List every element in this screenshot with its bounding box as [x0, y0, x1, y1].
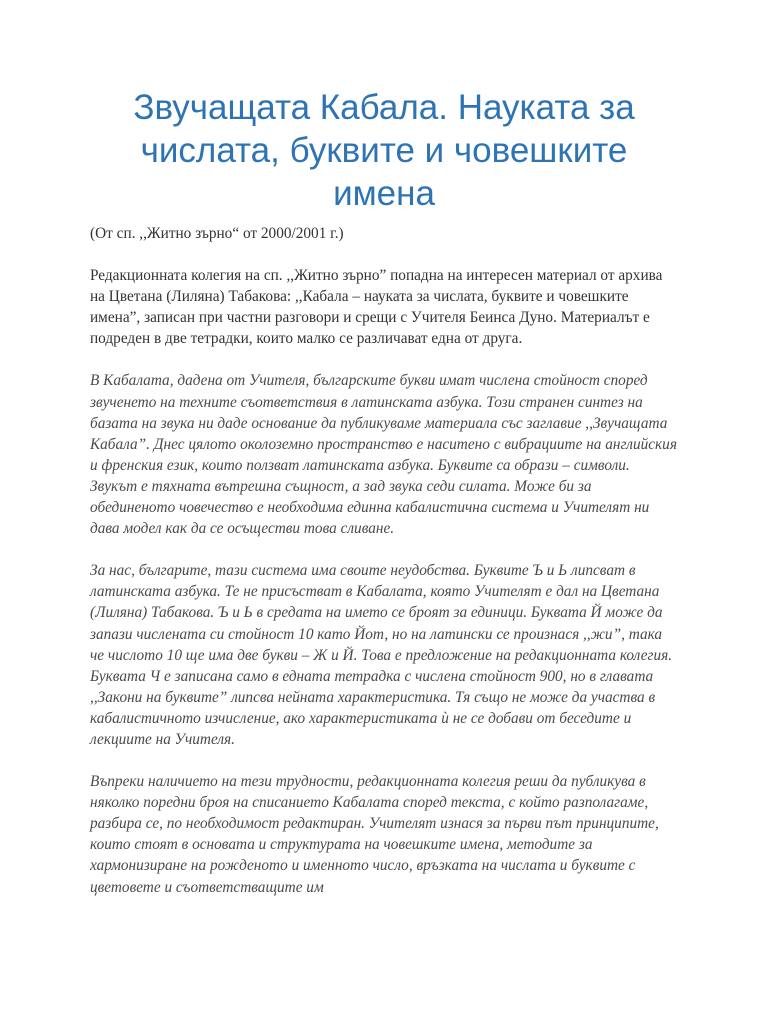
paragraph-intro: Редакционната колегия на сп. ,,Житно зърно” попадна на интересен материал от архива на Цветана (Лиляна) Табакова: ,,Кабала – науката за числата, буквите и човешките имена”, записан при частни разговори и срещи с Учителя Беинса Дуно. Материалът е подреден в две тетрадки, които малко се различават една от друга.: [90, 267, 663, 348]
source-note: (От сп. ,,Житно зърно“ от 2000/2001 г.): [90, 225, 344, 242]
document-title: Звучащата Кабала. Науката за числата, буквите и човешките имена: [133, 88, 635, 213]
document-page: [90, 86, 678, 898]
paragraph-kabbalah-sound: В Кабалата, дадена от Учителя, българските букви имат числена стойност според звученето на техните съответствия в латинската азбука. Този странен синтез на базата на звука ни даде основание да публикуваме материала със заглавие ,,Звучащата Кабала”. Днес цялото околоземно пространство е наситено с вибрациите на английския и френския език, които ползват латинската азбука. Буквите са образи – символи. Звукът е тяхната вътрешна същност, а зад звука седи силата. Може би за обединеното човечество е необходима единна кабалистична система и Учителят ни дава модел как да се осъществи това сливане.: [90, 372, 677, 538]
paragraph-bulgarian-letters: За нас, българите, тази система има своите неудобства. Буквите Ъ и Ь липсват в латинската азбука. Те не присъстват в Кабалата, която Учителят е дал на Цветана (Лиляна) Табакова. Ъ и Ь в средата на името се броят за единици. Буквата Й може да запази числената си стойност 10 като Йот, но на латински се произнася ,,жи”, така че числото 10 ще има две букви – Ж и Й. Това е предложение на редакционната колегия. Буквата Ч е записана само в едната тетрадка с числена стойност 900, но в главата ,,Закони на буквите” липсва нейната характеристика. Тя също не може да участва в кабалистичното изчисление, ако характеристиката ѝ не се добави от беседите и лекциите на Учителя.: [90, 562, 673, 748]
paragraph-publication: Въпреки наличието на тези трудности, редакционната колегия реши да публикува в няколко поредни броя на списанието Кабалата според текста, с който разполагаме, разбира се, по необходимост редактиран. Учителят изнася за първи път принципите, които стоят в основата и структурата на човешките имена, методите за хармонизиране на рожденото и именното число, връзката на числата и буквите с цветовете и съответстващите им: [90, 773, 659, 896]
